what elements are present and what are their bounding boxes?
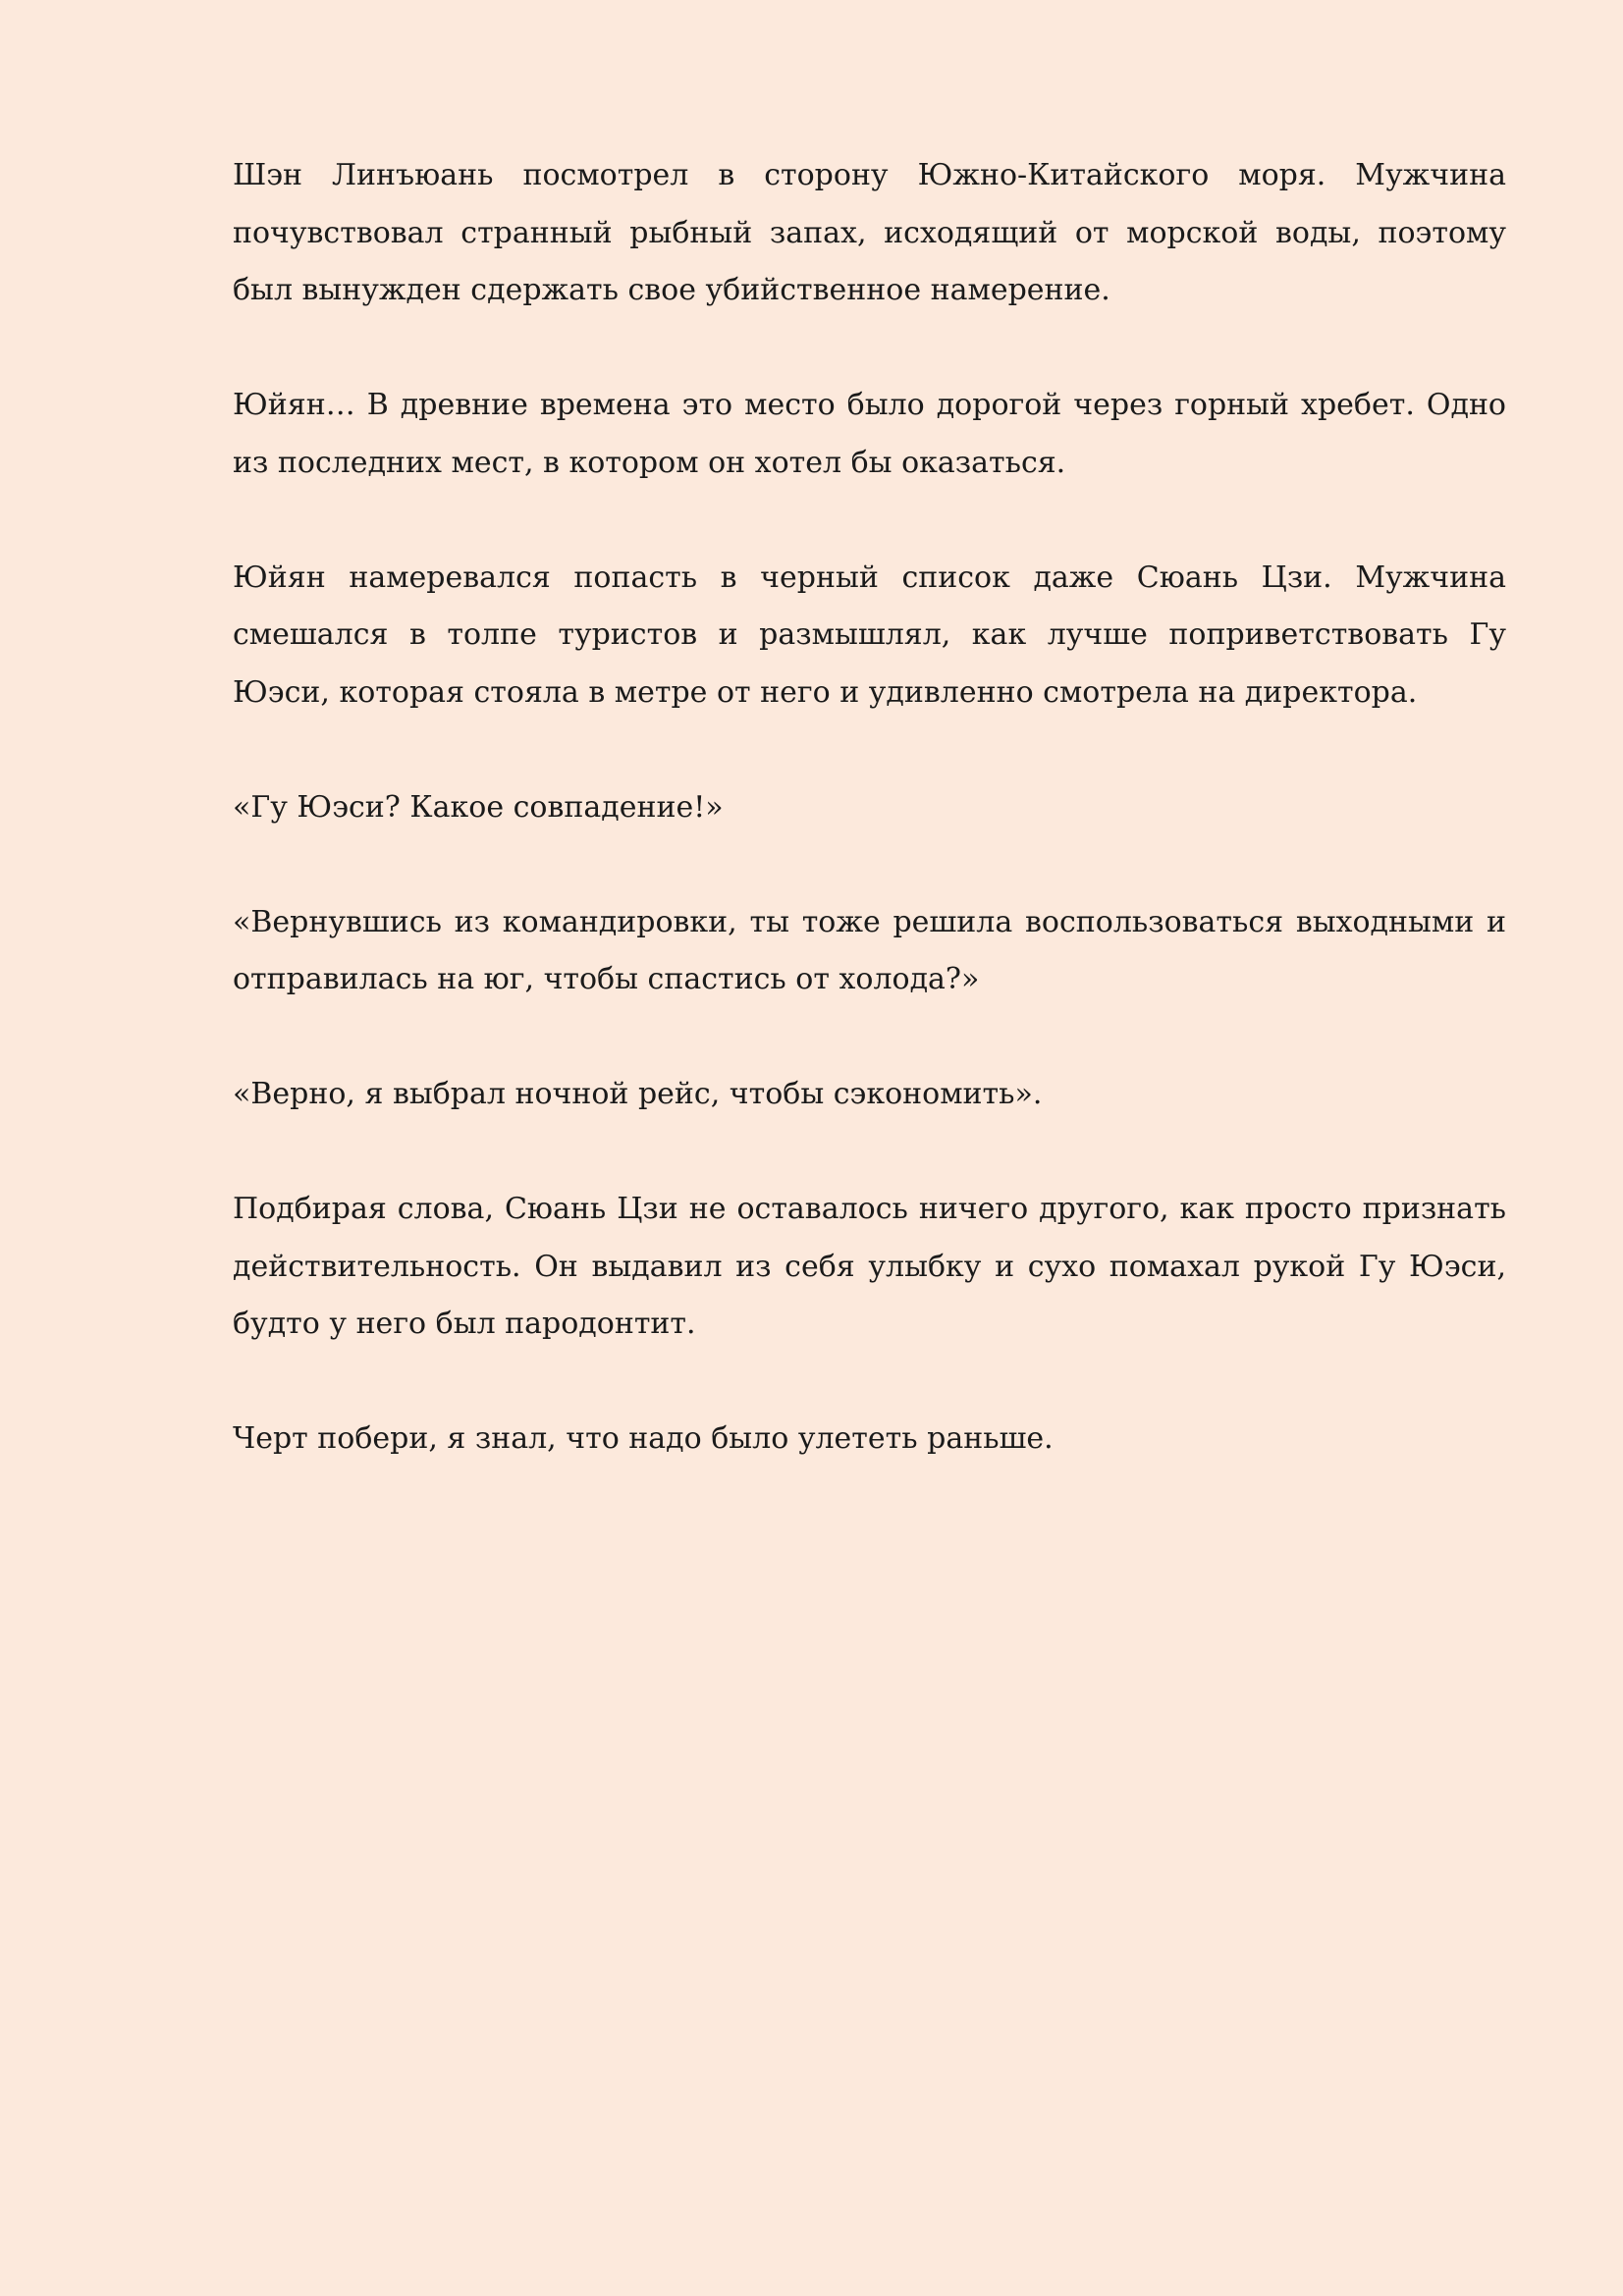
text-column	[233, 147, 1506, 1468]
paragraph-4: «Гу Юэси? Какое совпадение!»	[233, 789, 724, 825]
paragraph-6: «Верно, я выбрал ночной рейс, чтобы сэкономить».	[233, 1077, 1043, 1111]
paragraph-2: Юйян… В древние времена это место было дорогой через горный хребет. Одно из последних мест, в котором он хотел бы оказаться.	[233, 388, 1506, 480]
paragraph-3: Юйян намеревался попасть в черный список даже Сюань Цзи. Мужчина смешался в толпе туристов и размышлял, как лучше поприветствовать Гу Юэси, которая стояла в метре от него и удивленно смотрела на директора.	[233, 560, 1506, 710]
paragraph-1: Шэн Линъюань посмотрел в сторону Южно-Китайского моря. Мужчина почувствовал странный рыбный запах, исходящий от морской воды, поэтому был вынужден сдержать свое убийственное намерение.	[233, 158, 1506, 307]
paragraph-8: Черт побери, я знал, что надо было улететь раньше.	[233, 1421, 1054, 1456]
paragraph-5: «Вернувшись из командировки, ты тоже решила воспользоваться выходными и отправилась на юг, чтобы спастись от холода?»	[233, 904, 1506, 996]
paragraph-7: Подбирая слова, Сюань Цзи не оставалось ничего другого, как просто признать действительность. Он выдавил из себя улыбку и сухо помахал рукой Гу Юэси, будто у него был пародонтит.	[233, 1192, 1506, 1341]
